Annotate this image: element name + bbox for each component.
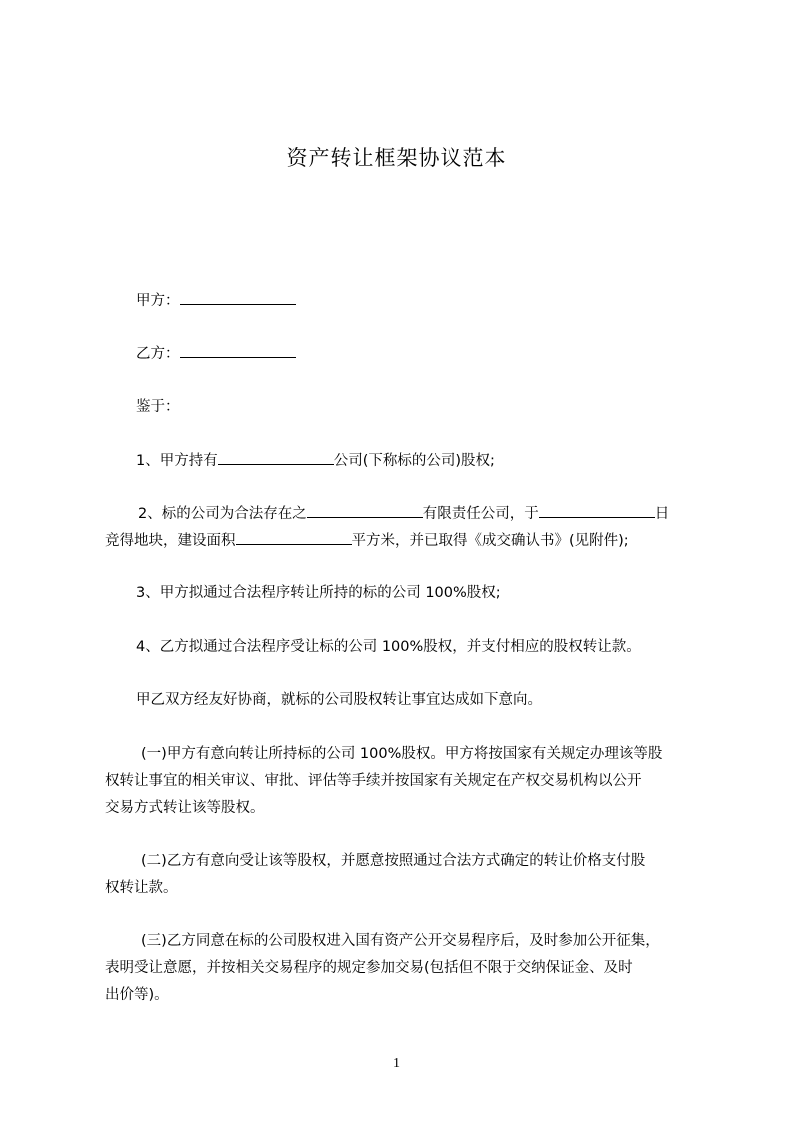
clause-3: (三)乙方同意在标的公司股权进入国有资产公开交易程序后，及时参加公开征集， 表明受让意愿，并按相关交易程序的规定参加交易(包括但不限于交纳保证金、及时 出价等)。 [105,933,660,1003]
area-blank [236,532,352,545]
clause-1: (一)甲方有意向转让所持标的公司 100%股权。甲方将按国家有关规定办理该等股 权转让事宜的相关审议、审批、评估等手续并按国家有关规定在产权交易机构以公开 交易方式转让该等股权。 [105,746,663,816]
page-number: 1 [393,1056,400,1071]
party-a-line [105,288,705,315]
recital-item-2: 2、标的公司为合法存在之 有限责任公司，于 日 竞得地块，建设面积 平方米，并已取得《成交确认书》(见附件); [105,506,670,549]
recital-item-4: 4、乙方拟通过合法程序受让标的公司 100%股权，并支付相应的股权转让款。 [136,639,641,655]
recital-item-3: 3、甲方拟通过合法程序转让所持的标的公司 100%股权; [136,585,501,601]
party-b-label: 乙方： [136,346,180,362]
party-a-blank [180,292,296,305]
company-type-blank [307,505,423,518]
recital-item-1: 1、甲方持有 公司(下称标的公司)股权; [136,453,495,469]
whereas-label: 鉴于： [136,399,180,415]
company-name-blank [218,452,334,465]
document-title: 资产转让框架协议范本 [286,146,507,170]
date-blank [539,505,655,518]
clause-2: (二)乙方有意向受让该等股权，并愿意按照通过合法方式确定的转让价格支付股 权转让款。 [105,853,646,896]
party-b-line [105,341,705,368]
party-a-label: 甲方： [136,293,180,309]
agreement-intro: 甲乙双方经友好协商，就标的公司股权转让事宜达成如下意向。 [136,692,542,708]
party-b-blank [180,345,296,358]
